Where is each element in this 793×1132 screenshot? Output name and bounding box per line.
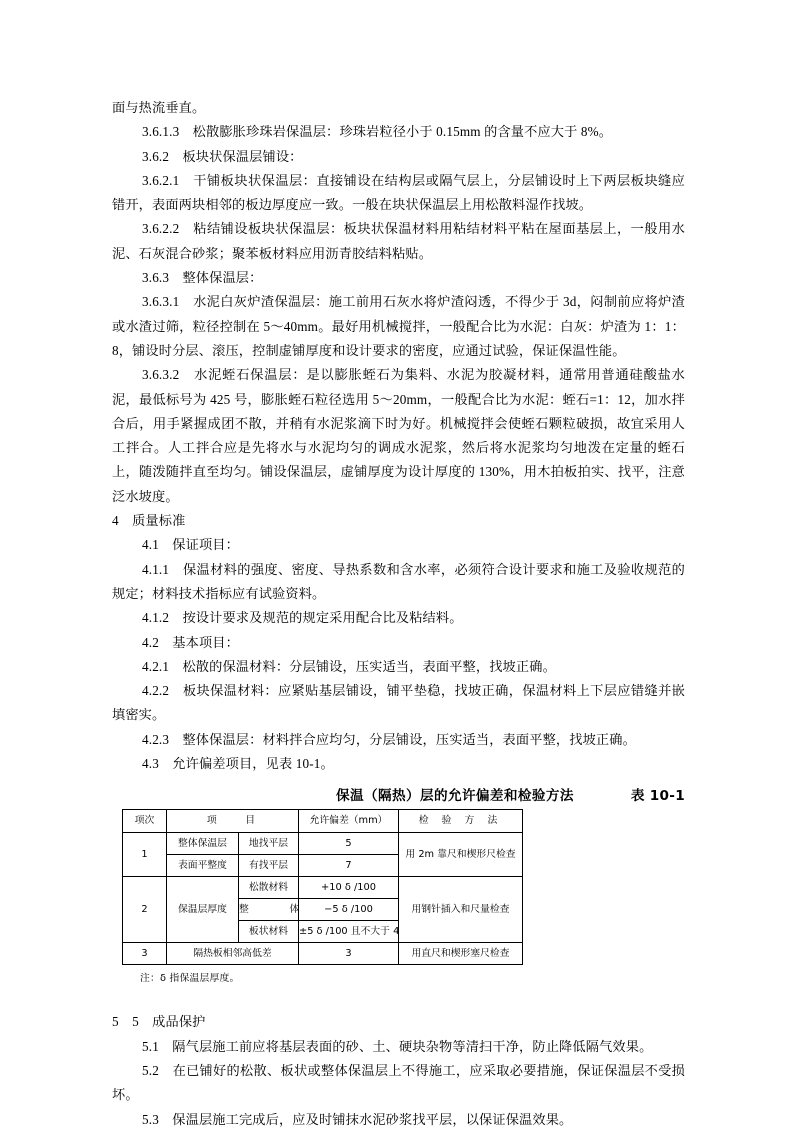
- paragraph-3-6-3-2: 3.6.3.2 水泥蛭石保温层：是以膨胀蛭石为集料、水泥为胶凝材料，通常用普通硅酸盐水泥，最低标号为 425 号，膨胀蛭石粒径选用 5～20mm，一般配合比为水泥：蛭石=1：12，加水拌合后，用手紧握成团不散，并稍有水泥浆滴下时为好。机械搅拌会使蛭石颗粒破损，故宜采用人工拌合。人工拌合应是先将水与水泥均匀的调成水泥浆，然后将水泥浆均匀地泼在定量的蛭石上，随泼随拌直至均匀。铺设保温层，虚铺厚度为设计厚度的 130%，用木拍板拍实、找平，注意泛水坡度。: [112, 367, 685, 504]
- paragraph-3-6-3-1: 3.6.3.1 水泥白灰炉渣保温层：施工前用石灰水将炉渣闷透，不得少于 3d，闷制前应将炉渣或水渣过筛，粒径控制在 5～40mm。最好用机械搅拌，一般配合比为水泥：白灰：炉渣为 1：1：8，铺设时分层、滚压，控制虚铺厚度和设计要求的密度，应通过试验，保证保温性能。: [112, 294, 685, 358]
- paragraph-3-6-2-1: 3.6.2.1 干铺板块状保温层：直接铺设在结构层或隔气层上，分层铺设时上下两层板块缝应错开，表面两块相邻的板边厚度应一致。一般在块状保温层上用松散料湿作找坡。: [112, 172, 685, 213]
- paragraph-4-2-3: 4.2.3 整体保温层：材料拌合应均匀，分层铺设，压实适当，表面平整，找坡正确。: [142, 731, 636, 747]
- row-1-sub-1-name: 地找平层: [239, 833, 299, 855]
- paragraph-4-1-2: 4.1.2 按设计要求及规范的规定采用配合比及粘结料。: [142, 610, 463, 626]
- paragraph-4-1: 4.1 保证项目：: [142, 537, 239, 553]
- row-2-sub-1-tolerance: +10 δ /100: [299, 877, 399, 899]
- paragraph-5-3: 5.3 保温层施工完成后，应及时铺抹水泥砂浆找平层，以保证保温效果。: [142, 1111, 573, 1127]
- table-row: [123, 877, 523, 899]
- paragraph-3-6-2-2: 3.6.2.2 粘结铺设板块状保温层：板块状保温材料用粘结材料平粘在屋面基层上，一般用水泥、石灰混合砂浆；聚苯板材料应用沥青胶结料粘贴。: [112, 221, 685, 261]
- header-col-item: 项 目: [167, 810, 299, 833]
- table-row: [123, 943, 523, 965]
- document-content: [112, 96, 685, 1132]
- row-2-sub-2-name: 整 体: [239, 899, 299, 921]
- paragraph-3-6-1-3: 3.6.1.3 松散膨胀珍珠岩保温层：珍珠岩粒径小于 0.15mm 的含量不应大于 8%。: [142, 124, 613, 140]
- row-2-sub-2-tolerance: −5 δ /100: [299, 899, 399, 921]
- row-1-item-line1: 整体保温层: [167, 833, 239, 855]
- paragraph-3-6-2: 3.6.2 板块状保温层铺设：: [142, 148, 303, 164]
- paragraph-4-3: 4.3 允许偏差项目，见表 10-1。: [142, 756, 334, 772]
- heading-section-4: 4 质量标准: [112, 513, 186, 529]
- paragraph-4-2-1: 4.2.1 松散的保温材料：分层铺设，压实适当，表面平整，找坡正确。: [142, 658, 556, 674]
- paragraph-5-1: 5.1 隔气层施工前应将基层表面的砂、土、硬块杂物等清扫干净，防止降低隔气效果。: [142, 1038, 653, 1054]
- row-1-method: 用 2m 靠尺和楔形尺检查: [399, 833, 523, 877]
- row-2-sub-3-name: 板状材料: [239, 921, 299, 943]
- paragraph-4-1-1: 4.1.1 保温材料的强度、密度、导热系数和含水率，必须符合设计要求和施工及验收规范的规定；材料技术指标应有试验资料。: [112, 561, 685, 601]
- row-1-index: 1: [123, 833, 167, 877]
- row-3-tolerance: 3: [299, 943, 399, 965]
- row-1-sub-2-tolerance: 7: [299, 855, 399, 877]
- paragraph-3-6-3: 3.6.3 整体保温层：: [142, 270, 263, 286]
- table-header-row: [123, 810, 523, 833]
- row-3-item: 隔热板相邻高低差: [167, 943, 299, 965]
- paragraph-4-2-2: 4.2.2 板块保温材料：应紧贴基层铺设，铺平垫稳，找坡正确，保温材料上下层应错缝并嵌填密实。: [112, 683, 685, 723]
- row-2-method: 用钢针插入和尺量检查: [399, 877, 523, 943]
- row-1-sub-2-name: 有找平层: [239, 855, 299, 877]
- heading-section-5: 5 5 成品保护: [112, 1014, 206, 1030]
- row-3-method: 用直尺和楔形塞尺检查: [399, 943, 523, 965]
- table-title: 保温（隔热）层的允许偏差和检验方法: [336, 788, 574, 805]
- paragraph-5-2: 5.2 在已铺好的松散、板状或整体保温层上不得施工，应采取必要措施，保证保温层不受损坏。: [112, 1062, 685, 1103]
- table-note: 注：δ 指保温层厚度。: [140, 973, 240, 985]
- row-1-item-line2: 表面平整度: [167, 855, 239, 877]
- row-2-sub-3-tolerance: ±5 δ /100 且不大于 4: [299, 921, 399, 943]
- row-3-index: 3: [123, 943, 167, 965]
- row-1-sub-1-tolerance: 5: [299, 833, 399, 855]
- header-col-tolerance: 允许偏差（mm）: [299, 810, 399, 833]
- table-row: [123, 833, 523, 855]
- row-2-index: 2: [123, 877, 167, 943]
- tolerance-table: [122, 809, 523, 965]
- table-number: 表 10-1: [630, 788, 685, 805]
- paragraph-4-2: 4.2 基本项目：: [142, 634, 239, 650]
- table-caption-row: [112, 784, 685, 806]
- row-2-sub-1-name: 松散材料: [239, 877, 299, 899]
- header-col-index: 项次: [123, 810, 167, 833]
- paragraph-lead: 面与热流垂直。: [112, 100, 206, 115]
- row-2-item: 保温层厚度: [167, 877, 239, 943]
- header-col-method: 检 验 方 法: [399, 810, 523, 833]
